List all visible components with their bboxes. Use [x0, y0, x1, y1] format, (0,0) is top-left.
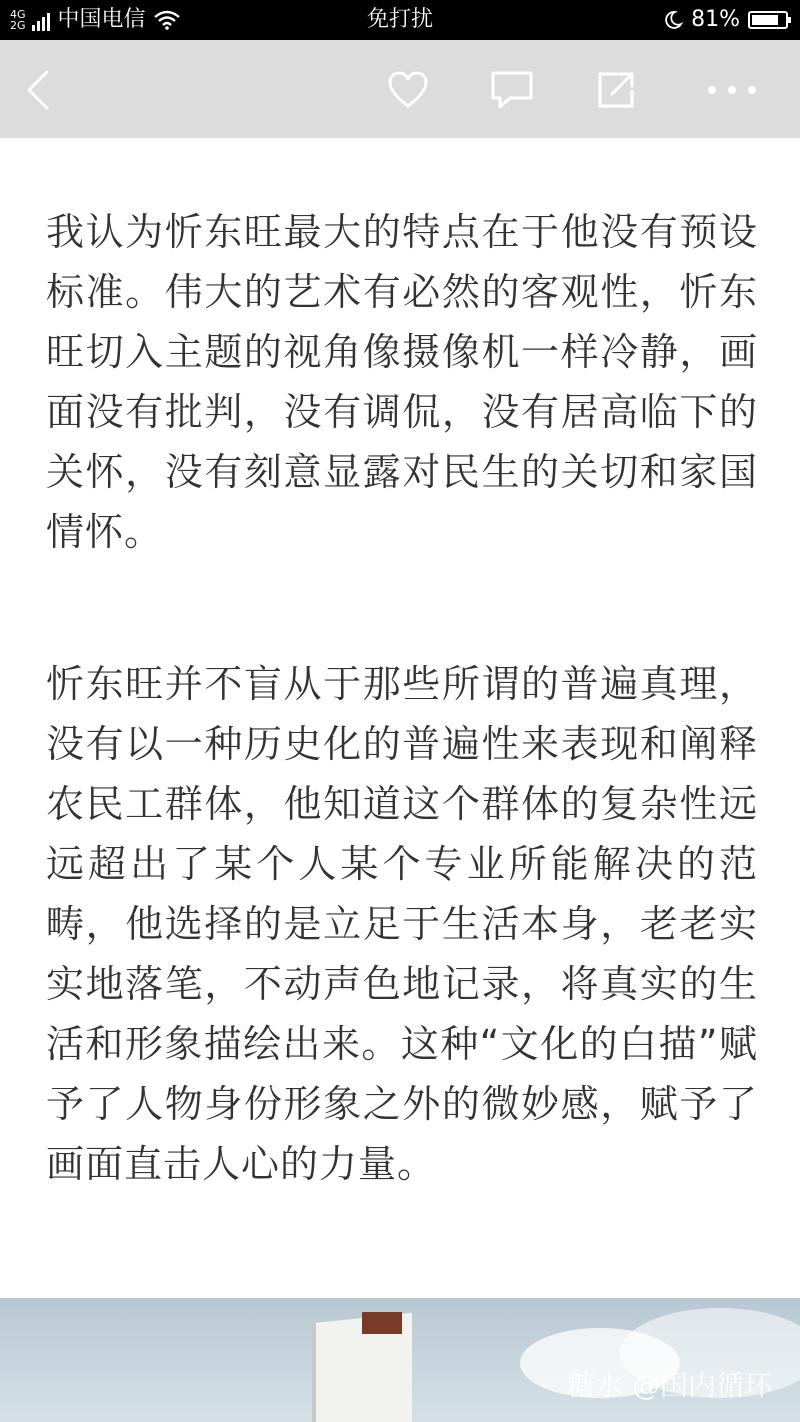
more-button[interactable]: [700, 64, 764, 116]
roof-shape: [362, 1312, 402, 1334]
moon-icon: [663, 10, 683, 30]
image-watermark: 糖水 @国内循环: [567, 1369, 772, 1402]
article-paragraph: 忻东旺并不盲从于那些所谓的普遍真理，没有以一种历史化的普遍性来表现和阐释农民工群体，他知道这个群体的复杂性远远超出了某个人某个专业所能解决的范畴，他选择的是立足于生活本身，老老实实地落笔，不动声色地记录，将真实的生活和形象描绘出来。这种“文化的白描”赋予了人物身份形象之外的微妙感，赋予了画面直击人心的力量。: [46, 662, 758, 1186]
comment-icon: [490, 70, 534, 110]
more-icon: [706, 85, 758, 95]
article-paragraph: 我认为忻东旺最大的特点在于他没有预设标准。伟大的艺术有必然的客观性，忻东旺切入主题的视角像摄像机一样冷静，画面没有批判，没有调侃，没有居高临下的关怀，没有刻意显露对民生的关切和家国情怀。: [46, 210, 758, 554]
top-nav-bar: [0, 40, 800, 138]
like-button[interactable]: [382, 64, 434, 116]
share-icon: [596, 70, 636, 110]
carrier-name: 中国电信: [57, 7, 146, 32]
status-bar: [0, 0, 800, 40]
network-type-top: 4G: [10, 8, 26, 21]
article-photo[interactable]: [0, 1298, 800, 1422]
comment-button[interactable]: [486, 64, 538, 116]
share-button[interactable]: [590, 64, 642, 116]
chevron-left-icon: [23, 68, 53, 112]
status-right: [663, 0, 788, 40]
battery-fill: [752, 15, 778, 25]
article-body: [46, 202, 758, 1286]
do-not-disturb-label: 免打扰: [366, 7, 433, 32]
network-type-bottom: 2G: [10, 19, 26, 32]
battery-percent: 81%: [691, 7, 740, 32]
battery-icon: [748, 11, 788, 29]
heart-icon: [387, 71, 429, 109]
back-button[interactable]: [12, 64, 64, 116]
